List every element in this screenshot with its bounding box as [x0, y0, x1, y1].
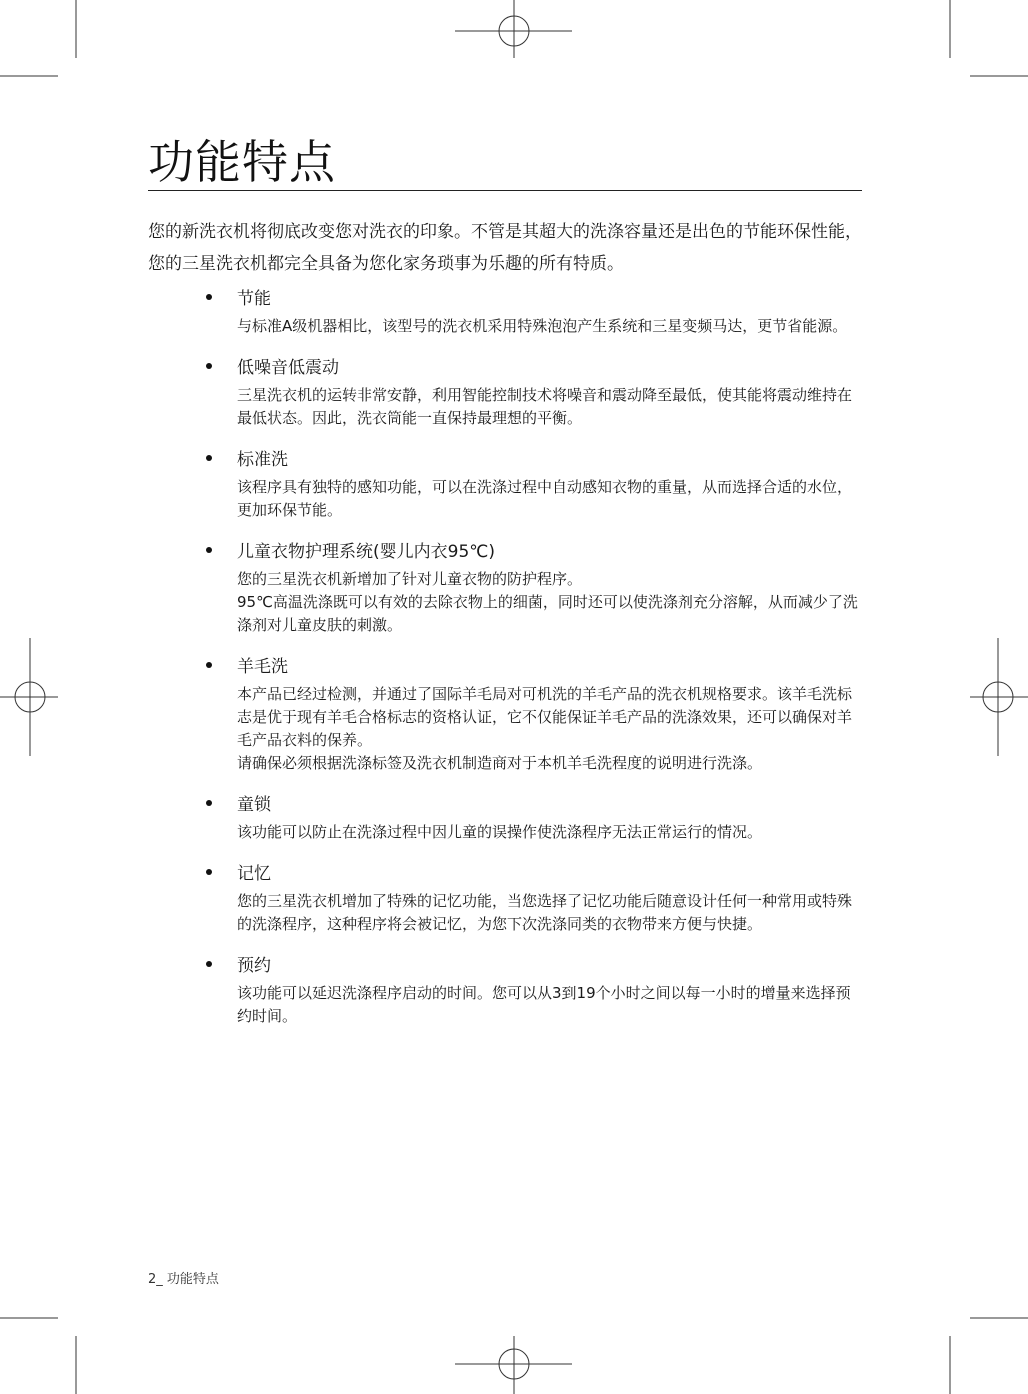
feature-description — [237, 683, 862, 775]
feature-description-line: 您的三星洗衣机增加了特殊的记忆功能，当您选择了记忆功能后随意设计任何一种常用或特殊的洗涤程序，这种程序将会被记忆，为您下次洗涤同类的衣物带来方便与快捷。 — [237, 892, 853, 933]
feature-item — [206, 791, 862, 844]
feature-description-line: 本产品已经过检测，并通过了国际羊毛局对可机洗的羊毛产品的洗衣机规格要求。该羊毛洗标志是优于现有羊毛合格标志的资格认证，它不仅能保证羊毛产品的洗涤效果，还可以确保对羊毛产品衣料的保养。 — [237, 685, 853, 749]
feature-list — [206, 285, 862, 1044]
footer-section-title: 功能特点 — [166, 1272, 219, 1287]
feature-item — [206, 653, 862, 775]
feature-description — [237, 821, 862, 844]
feature-description — [237, 890, 862, 936]
feature-item — [206, 952, 862, 1028]
bullet-icon — [206, 547, 212, 553]
feature-description-line: 该功能可以延迟洗涤程序启动的时间。您可以从3到19个小时之间以每一小时的增量来选择预约时间。 — [237, 984, 851, 1025]
feature-description-line: 三星洗衣机的运转非常安静，利用智能控制技术将噪音和震动降至最低，使其能将震动维持在最低状态。因此，洗衣筒能一直保持最理想的平衡。 — [237, 386, 853, 427]
feature-description-line: 请确保必须根据洗涤标签及洗衣机制造商对于本机羊毛洗程度的说明进行洗涤。 — [237, 754, 763, 772]
feature-item — [206, 446, 862, 522]
feature-description — [237, 384, 862, 430]
feature-description — [237, 315, 862, 338]
feature-item — [206, 860, 862, 936]
feature-description-line: 95℃高温洗涤既可以有效的去除衣物上的细菌，同时还可以使洗涤剂充分溶解，从而减少了洗涤剂对儿童皮肤的刺激。 — [237, 593, 858, 634]
feature-title: 童锁 — [237, 795, 271, 815]
bullet-icon — [206, 455, 212, 461]
feature-title: 低噪音低震动 — [237, 358, 339, 378]
title-rule — [148, 190, 862, 191]
page-number: 2_ — [148, 1272, 163, 1287]
feature-description-line: 与标准A级机器相比，该型号的洗衣机采用特殊泡泡产生系统和三星变频马达，更节省能源。 — [237, 317, 848, 335]
feature-item — [206, 285, 862, 338]
feature-description-line: 该程序具有独特的感知功能，可以在洗涤过程中自动感知衣物的重量，从而选择合适的水位，更加环保节能。 — [237, 478, 853, 519]
intro-paragraph: 您的新洗衣机将彻底改变您对洗衣的印象。不管是其超大的洗涤容量还是出色的节能环保性能，您的三星洗衣机都完全具备为您化家务琐事为乐趣的所有特质。 — [148, 222, 862, 274]
feature-description — [237, 982, 862, 1028]
feature-description — [237, 568, 862, 637]
feature-title: 预约 — [237, 956, 271, 976]
feature-title: 标准洗 — [237, 450, 288, 470]
feature-title: 节能 — [237, 289, 271, 309]
feature-description — [237, 476, 862, 522]
page-footer — [148, 1270, 219, 1290]
feature-description-line: 该功能可以防止在洗涤过程中因儿童的误操作使洗涤程序无法正常运行的情况。 — [237, 823, 763, 841]
bullet-icon — [206, 363, 212, 369]
feature-title: 羊毛洗 — [237, 657, 288, 677]
feature-description-line: 您的三星洗衣机新增加了针对儿童衣物的防护程序。 — [237, 570, 583, 588]
bullet-icon — [206, 662, 212, 668]
feature-title: 儿童衣物护理系统(婴儿内衣95℃) — [237, 542, 495, 562]
bullet-icon — [206, 961, 212, 967]
feature-title: 记忆 — [237, 864, 271, 884]
bullet-icon — [206, 869, 212, 875]
feature-item — [206, 354, 862, 430]
bullet-icon — [206, 800, 212, 806]
feature-item — [206, 538, 862, 637]
page-title: 功能特点 — [148, 135, 336, 189]
bullet-icon — [206, 294, 212, 300]
